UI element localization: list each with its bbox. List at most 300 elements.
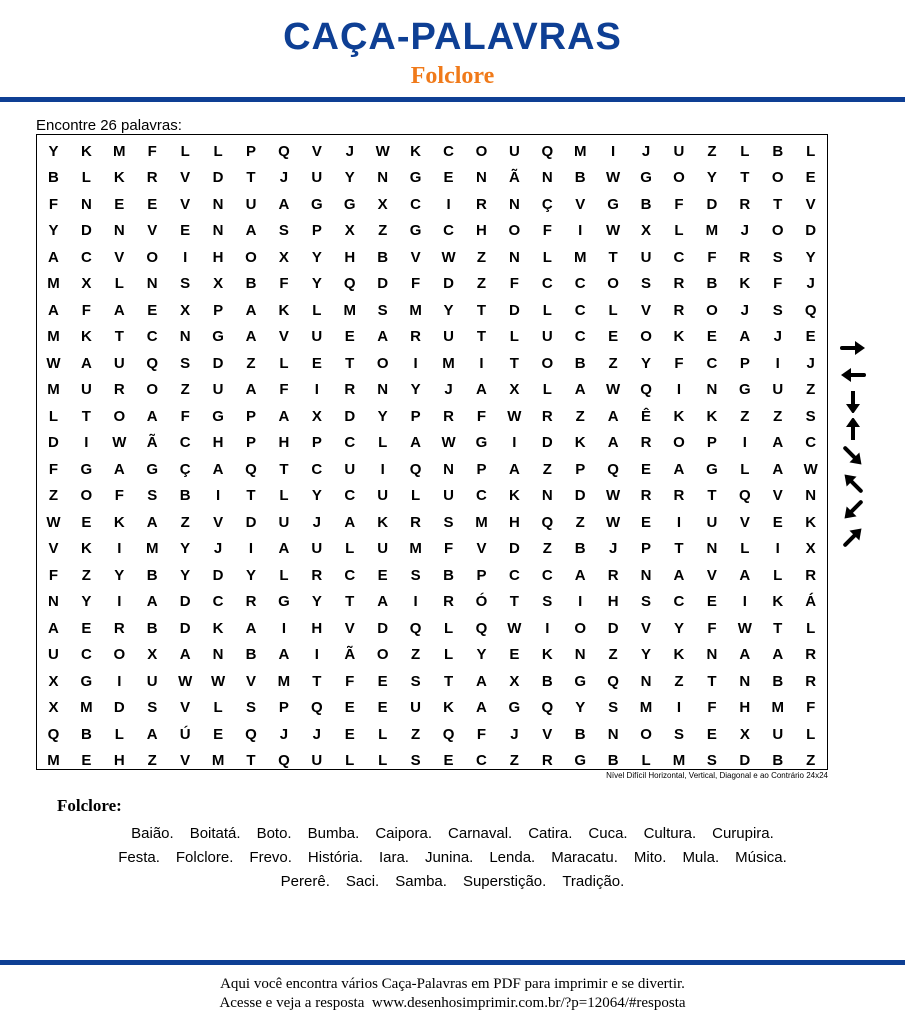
grid-cell[interactable]: B (607, 752, 619, 770)
grid-cell[interactable]: A (574, 381, 586, 399)
grid-cell[interactable]: U (344, 460, 356, 478)
grid-cell[interactable]: M (47, 752, 60, 770)
grid-cell[interactable]: U (508, 142, 520, 160)
grid-cell[interactable]: K (574, 434, 586, 452)
grid-cell[interactable]: H (113, 752, 125, 770)
grid-cell[interactable]: Ç (179, 460, 191, 478)
grid-cell[interactable]: V (410, 248, 421, 266)
grid-cell[interactable]: V (706, 566, 717, 584)
grid-cell[interactable]: E (344, 725, 355, 743)
grid-cell[interactable]: Y (706, 169, 717, 187)
grid-cell[interactable]: T (114, 328, 124, 346)
grid-cell[interactable]: M (277, 672, 291, 690)
grid-cell[interactable]: T (443, 672, 454, 690)
grid-cell[interactable]: O (771, 169, 784, 187)
grid-cell[interactable]: I (676, 381, 682, 399)
grid-cell[interactable]: F (48, 566, 59, 584)
grid-cell[interactable]: N (508, 195, 520, 213)
grid-cell[interactable]: Z (378, 222, 388, 240)
grid-cell[interactable]: Q (607, 460, 619, 478)
grid-cell[interactable]: C (574, 328, 586, 346)
grid-cell[interactable]: P (706, 434, 717, 452)
grid-cell[interactable]: T (279, 460, 289, 478)
grid-cell[interactable]: O (673, 169, 685, 187)
grid-cell[interactable]: F (476, 407, 487, 425)
grid-cell[interactable]: R (443, 593, 454, 611)
grid-cell[interactable]: O (574, 619, 587, 637)
grid-cell[interactable]: T (81, 407, 91, 425)
grid-cell[interactable]: K (410, 142, 422, 160)
grid-cell[interactable]: R (113, 619, 125, 637)
grid-cell[interactable]: T (509, 593, 519, 611)
grid-cell[interactable]: V (245, 672, 256, 690)
grid-cell[interactable]: Y (311, 275, 322, 293)
grid-cell[interactable]: X (48, 672, 59, 690)
grid-cell[interactable]: L (542, 248, 552, 266)
grid-cell[interactable]: I (413, 354, 418, 372)
grid-cell[interactable]: L (378, 434, 388, 452)
grid-cell[interactable]: U (772, 381, 784, 399)
grid-cell[interactable]: U (541, 328, 553, 346)
grid-cell[interactable]: G (311, 195, 323, 213)
grid-cell[interactable]: K (113, 169, 125, 187)
grid-cell[interactable]: P (278, 699, 289, 717)
grid-cell[interactable]: Q (541, 699, 554, 717)
grid-cell[interactable]: B (377, 248, 389, 266)
grid-cell[interactable]: A (772, 434, 784, 452)
grid-cell[interactable]: R (410, 328, 422, 346)
grid-cell[interactable]: A (739, 328, 751, 346)
grid-cell[interactable]: N (179, 328, 191, 346)
grid-cell[interactable]: U (80, 381, 92, 399)
grid-cell[interactable]: R (443, 407, 454, 425)
grid-cell[interactable]: J (608, 540, 618, 558)
grid-cell[interactable]: O (376, 354, 389, 372)
grid-cell[interactable]: U (212, 381, 224, 399)
grid-cell[interactable]: P (410, 407, 421, 425)
grid-cell[interactable]: R (739, 195, 751, 213)
grid-cell[interactable]: N (607, 725, 619, 743)
grid-cell[interactable]: S (410, 752, 421, 770)
grid-cell[interactable]: D (377, 619, 389, 637)
grid-cell[interactable]: E (805, 328, 816, 346)
grid-cell[interactable]: E (147, 195, 158, 213)
grid-cell[interactable]: I (578, 222, 583, 240)
grid-cell[interactable]: U (443, 487, 454, 505)
grid-cell[interactable]: V (213, 513, 224, 531)
grid-cell[interactable]: B (48, 169, 59, 187)
grid-cell[interactable]: B (179, 487, 191, 505)
grid-cell[interactable]: F (81, 301, 91, 319)
grid-cell[interactable]: Ã (508, 169, 520, 187)
grid-cell[interactable]: E (377, 566, 388, 584)
grid-cell[interactable]: Z (411, 725, 421, 743)
grid-cell[interactable]: N (212, 222, 224, 240)
grid-cell[interactable]: Z (180, 381, 190, 399)
grid-cell[interactable]: U (146, 672, 158, 690)
grid-cell[interactable]: L (806, 619, 816, 637)
grid-cell[interactable]: L (378, 752, 388, 770)
grid-cell[interactable]: S (706, 752, 717, 770)
grid-cell[interactable]: L (279, 566, 289, 584)
grid-cell[interactable]: T (246, 169, 256, 187)
grid-cell[interactable]: V (180, 699, 191, 717)
grid-cell[interactable]: A (146, 725, 158, 743)
grid-cell[interactable]: H (476, 222, 487, 240)
grid-cell[interactable]: D (179, 619, 191, 637)
grid-cell[interactable]: T (509, 354, 519, 372)
grid-cell[interactable]: Q (311, 699, 323, 717)
grid-cell[interactable]: S (147, 699, 158, 717)
grid-cell[interactable]: H (212, 434, 224, 452)
grid-cell[interactable]: T (740, 169, 750, 187)
grid-cell[interactable]: D (377, 275, 389, 293)
grid-cell[interactable]: E (443, 169, 454, 187)
grid-cell[interactable]: F (509, 275, 519, 293)
grid-cell[interactable]: X (739, 725, 750, 743)
grid-cell[interactable]: I (775, 354, 780, 372)
grid-cell[interactable]: F (114, 487, 124, 505)
grid-cell[interactable]: S (772, 248, 783, 266)
grid-cell[interactable]: F (48, 195, 59, 213)
grid-cell[interactable]: J (641, 142, 651, 160)
grid-cell[interactable]: C (476, 487, 487, 505)
grid-cell[interactable]: K (508, 487, 520, 505)
grid-cell[interactable]: P (575, 460, 586, 478)
grid-cell[interactable]: Y (48, 222, 59, 240)
grid-cell[interactable]: D (48, 434, 59, 452)
grid-cell[interactable]: L (740, 142, 750, 160)
grid-cell[interactable]: W (507, 407, 522, 425)
grid-cell[interactable]: K (805, 513, 817, 531)
grid-cell[interactable]: C (805, 434, 817, 452)
grid-cell[interactable]: Q (607, 672, 619, 690)
grid-cell[interactable]: X (81, 275, 92, 293)
grid-cell[interactable]: P (311, 434, 322, 452)
grid-cell[interactable]: O (640, 328, 652, 346)
grid-cell[interactable]: R (640, 487, 652, 505)
grid-cell[interactable]: V (48, 540, 59, 558)
grid-cell[interactable]: Y (180, 540, 191, 558)
grid-cell[interactable]: D (607, 619, 619, 637)
grid-cell[interactable]: I (479, 354, 484, 372)
grid-cell[interactable]: N (212, 195, 224, 213)
grid-cell[interactable]: T (674, 540, 684, 558)
grid-cell[interactable]: H (508, 513, 520, 531)
grid-cell[interactable]: P (641, 540, 652, 558)
grid-cell[interactable]: Y (311, 248, 322, 266)
grid-cell[interactable]: A (245, 328, 257, 346)
grid-cell[interactable]: O (245, 248, 257, 266)
grid-cell[interactable]: Y (476, 646, 487, 664)
grid-cell[interactable]: G (706, 460, 718, 478)
grid-cell[interactable]: X (344, 222, 355, 240)
grid-cell[interactable]: C (706, 354, 718, 372)
grid-cell[interactable]: E (377, 699, 388, 717)
grid-cell[interactable]: J (279, 169, 289, 187)
grid-cell[interactable]: Q (541, 142, 554, 160)
grid-cell[interactable]: L (443, 619, 454, 637)
grid-cell[interactable]: V (542, 725, 553, 743)
grid-cell[interactable]: X (48, 699, 59, 717)
grid-cell[interactable]: J (773, 328, 782, 346)
grid-cell[interactable]: A (278, 195, 290, 213)
grid-cell[interactable]: U (311, 328, 323, 346)
grid-cell[interactable]: Y (114, 566, 125, 584)
grid-cell[interactable]: A (574, 566, 586, 584)
grid-cell[interactable]: A (772, 460, 784, 478)
grid-cell[interactable]: G (640, 169, 652, 187)
grid-cell[interactable]: V (180, 195, 191, 213)
grid-cell[interactable]: F (806, 699, 816, 717)
grid-cell[interactable]: Á (805, 593, 817, 611)
grid-cell[interactable]: G (278, 593, 290, 611)
grid-cell[interactable]: N (805, 487, 817, 505)
grid-cell[interactable]: J (510, 725, 519, 743)
grid-cell[interactable]: P (245, 407, 256, 425)
grid-cell[interactable]: M (113, 142, 126, 160)
grid-cell[interactable]: N (508, 248, 520, 266)
grid-cell[interactable]: R (541, 407, 553, 425)
grid-cell[interactable]: A (245, 222, 257, 240)
grid-cell[interactable]: N (739, 672, 751, 690)
grid-cell[interactable]: E (641, 513, 652, 531)
grid-cell[interactable]: O (541, 354, 554, 372)
grid-cell[interactable]: V (311, 142, 322, 160)
grid-cell[interactable]: F (147, 142, 157, 160)
grid-cell[interactable]: A (607, 434, 619, 452)
grid-cell[interactable]: R (640, 434, 652, 452)
grid-cell[interactable]: R (673, 487, 685, 505)
grid-cell[interactable]: P (476, 566, 487, 584)
grid-cell[interactable]: Y (245, 566, 256, 584)
grid-cell[interactable]: O (640, 725, 652, 743)
grid-cell[interactable]: I (578, 593, 583, 611)
grid-cell[interactable]: Z (509, 752, 519, 770)
grid-cell[interactable]: I (545, 619, 550, 637)
grid-cell[interactable]: C (344, 566, 356, 584)
grid-cell[interactable]: T (476, 328, 487, 346)
grid-cell[interactable]: U (772, 725, 784, 743)
grid-cell[interactable]: E (114, 195, 125, 213)
grid-cell[interactable]: V (641, 301, 652, 319)
grid-cell[interactable]: U (113, 354, 125, 372)
grid-cell[interactable]: B (574, 354, 586, 372)
grid-cell[interactable]: C (508, 566, 520, 584)
grid-cell[interactable]: L (48, 407, 59, 425)
grid-cell[interactable]: L (378, 725, 388, 743)
grid-cell[interactable]: U (443, 328, 454, 346)
grid-cell[interactable]: L (806, 725, 816, 743)
grid-cell[interactable]: M (409, 540, 422, 558)
grid-cell[interactable]: O (376, 646, 389, 664)
grid-cell[interactable]: F (773, 275, 783, 293)
grid-cell[interactable]: Q (475, 619, 488, 637)
grid-cell[interactable]: D (212, 169, 224, 187)
grid-cell[interactable]: R (607, 566, 619, 584)
grid-cell[interactable]: V (114, 248, 125, 266)
grid-cell[interactable]: R (410, 513, 422, 531)
grid-cell[interactable]: W (46, 513, 61, 531)
grid-cell[interactable]: Z (542, 460, 552, 478)
grid-cell[interactable]: L (312, 301, 322, 319)
grid-cell[interactable]: I (446, 195, 451, 213)
grid-cell[interactable]: I (314, 646, 319, 664)
grid-cell[interactable]: V (278, 328, 289, 346)
grid-cell[interactable]: U (311, 169, 323, 187)
grid-cell[interactable]: N (476, 169, 487, 187)
grid-cell[interactable]: D (805, 222, 817, 240)
grid-cell[interactable]: A (146, 407, 158, 425)
grid-cell[interactable]: O (113, 646, 126, 664)
grid-cell[interactable]: Y (410, 381, 421, 399)
grid-cell[interactable]: M (639, 699, 653, 717)
grid-cell[interactable]: K (739, 275, 751, 293)
grid-cell[interactable]: R (311, 566, 323, 584)
grid-cell[interactable]: B (772, 672, 784, 690)
grid-cell[interactable]: G (508, 699, 521, 717)
grid-cell[interactable]: O (508, 222, 521, 240)
grid-cell[interactable]: L (608, 301, 618, 319)
grid-cell[interactable]: N (48, 593, 59, 611)
grid-cell[interactable]: U (311, 752, 323, 770)
grid-cell[interactable]: D (574, 487, 586, 505)
grid-cell[interactable]: K (80, 328, 92, 346)
grid-cell[interactable]: R (541, 752, 553, 770)
grid-cell[interactable]: T (707, 487, 717, 505)
grid-cell[interactable]: W (606, 487, 621, 505)
grid-cell[interactable]: Y (641, 646, 652, 664)
grid-cell[interactable]: Z (575, 513, 585, 531)
grid-cell[interactable]: T (773, 619, 783, 637)
grid-cell[interactable]: Y (311, 487, 322, 505)
grid-cell[interactable]: E (344, 699, 355, 717)
grid-cell[interactable]: F (279, 381, 289, 399)
grid-cell[interactable]: A (377, 328, 389, 346)
grid-cell[interactable]: L (345, 752, 355, 770)
grid-cell[interactable]: I (676, 513, 682, 531)
grid-cell[interactable]: J (213, 540, 223, 558)
grid-cell[interactable]: K (377, 513, 389, 531)
grid-cell[interactable]: N (443, 460, 454, 478)
grid-cell[interactable]: M (211, 752, 225, 770)
grid-cell[interactable]: D (113, 699, 125, 717)
grid-cell[interactable]: A (508, 460, 520, 478)
grid-cell[interactable]: I (775, 540, 780, 558)
grid-cell[interactable]: W (606, 513, 621, 531)
grid-cell[interactable]: R (805, 566, 817, 584)
grid-cell[interactable]: E (706, 328, 717, 346)
grid-cell[interactable]: J (312, 513, 321, 531)
grid-cell[interactable]: L (806, 142, 816, 160)
grid-cell[interactable]: O (80, 487, 93, 505)
grid-cell[interactable]: Y (443, 301, 454, 319)
grid-cell[interactable]: W (46, 354, 61, 372)
grid-cell[interactable]: S (805, 407, 816, 425)
grid-cell[interactable]: O (146, 381, 159, 399)
grid-cell[interactable]: F (443, 540, 454, 558)
grid-cell[interactable]: P (245, 142, 256, 160)
grid-cell[interactable]: D (245, 513, 257, 531)
grid-cell[interactable]: V (180, 169, 191, 187)
grid-cell[interactable]: C (574, 301, 586, 319)
grid-cell[interactable]: D (212, 566, 224, 584)
grid-cell[interactable]: Z (806, 381, 816, 399)
grid-cell[interactable]: L (542, 381, 552, 399)
grid-cell[interactable]: K (772, 593, 784, 611)
grid-cell[interactable]: S (772, 301, 783, 319)
grid-cell[interactable]: X (805, 540, 816, 558)
grid-cell[interactable]: X (213, 275, 224, 293)
grid-cell[interactable]: Ú (179, 725, 191, 743)
grid-cell[interactable]: Q (245, 460, 257, 478)
grid-cell[interactable]: I (215, 487, 221, 505)
grid-cell[interactable]: F (411, 275, 421, 293)
grid-cell[interactable]: Z (411, 646, 421, 664)
grid-cell[interactable]: G (409, 222, 422, 240)
grid-cell[interactable]: C (146, 328, 158, 346)
grid-cell[interactable]: C (443, 222, 454, 240)
grid-cell[interactable]: A (245, 301, 257, 319)
grid-cell[interactable]: I (512, 434, 517, 452)
grid-cell[interactable]: A (245, 381, 257, 399)
grid-cell[interactable]: Y (377, 407, 388, 425)
grid-cell[interactable]: C (80, 248, 92, 266)
grid-cell[interactable]: I (84, 434, 89, 452)
grid-cell[interactable]: O (113, 407, 126, 425)
grid-cell[interactable]: R (245, 593, 257, 611)
grid-cell[interactable]: N (574, 646, 586, 664)
grid-cell[interactable]: B (541, 672, 553, 690)
grid-cell[interactable]: D (508, 301, 520, 319)
grid-cell[interactable]: Ç (541, 195, 553, 213)
grid-cell[interactable]: A (476, 672, 487, 690)
grid-cell[interactable]: K (541, 646, 553, 664)
grid-cell[interactable]: T (608, 248, 618, 266)
grid-cell[interactable]: T (246, 487, 256, 505)
grid-cell[interactable]: T (312, 672, 322, 690)
grid-cell[interactable]: T (476, 301, 487, 319)
grid-cell[interactable]: A (113, 460, 125, 478)
grid-cell[interactable]: M (442, 354, 455, 372)
grid-cell[interactable]: C (80, 646, 92, 664)
grid-cell[interactable]: U (278, 513, 290, 531)
grid-cell[interactable]: D (179, 593, 191, 611)
grid-cell[interactable]: F (180, 407, 190, 425)
grid-cell[interactable]: A (80, 354, 92, 372)
grid-cell[interactable]: J (806, 275, 815, 293)
grid-cell[interactable]: H (739, 699, 751, 717)
grid-cell[interactable]: F (476, 725, 487, 743)
grid-cell[interactable]: S (542, 593, 553, 611)
grid-cell[interactable]: D (739, 752, 751, 770)
grid-cell[interactable]: J (740, 301, 749, 319)
grid-cell[interactable]: I (413, 593, 418, 611)
grid-cell[interactable]: J (806, 354, 815, 372)
grid-cell[interactable]: P (311, 222, 322, 240)
grid-cell[interactable]: S (180, 354, 191, 372)
grid-cell[interactable]: M (409, 301, 422, 319)
grid-cell[interactable]: C (476, 752, 487, 770)
grid-cell[interactable]: A (48, 619, 59, 637)
grid-cell[interactable]: Z (48, 487, 59, 505)
grid-cell[interactable]: E (81, 513, 92, 531)
grid-cell[interactable]: W (507, 619, 522, 637)
grid-cell[interactable]: C (673, 593, 685, 611)
grid-cell[interactable]: Q (640, 381, 652, 399)
grid-cell[interactable]: W (441, 434, 456, 452)
grid-cell[interactable]: F (707, 248, 717, 266)
